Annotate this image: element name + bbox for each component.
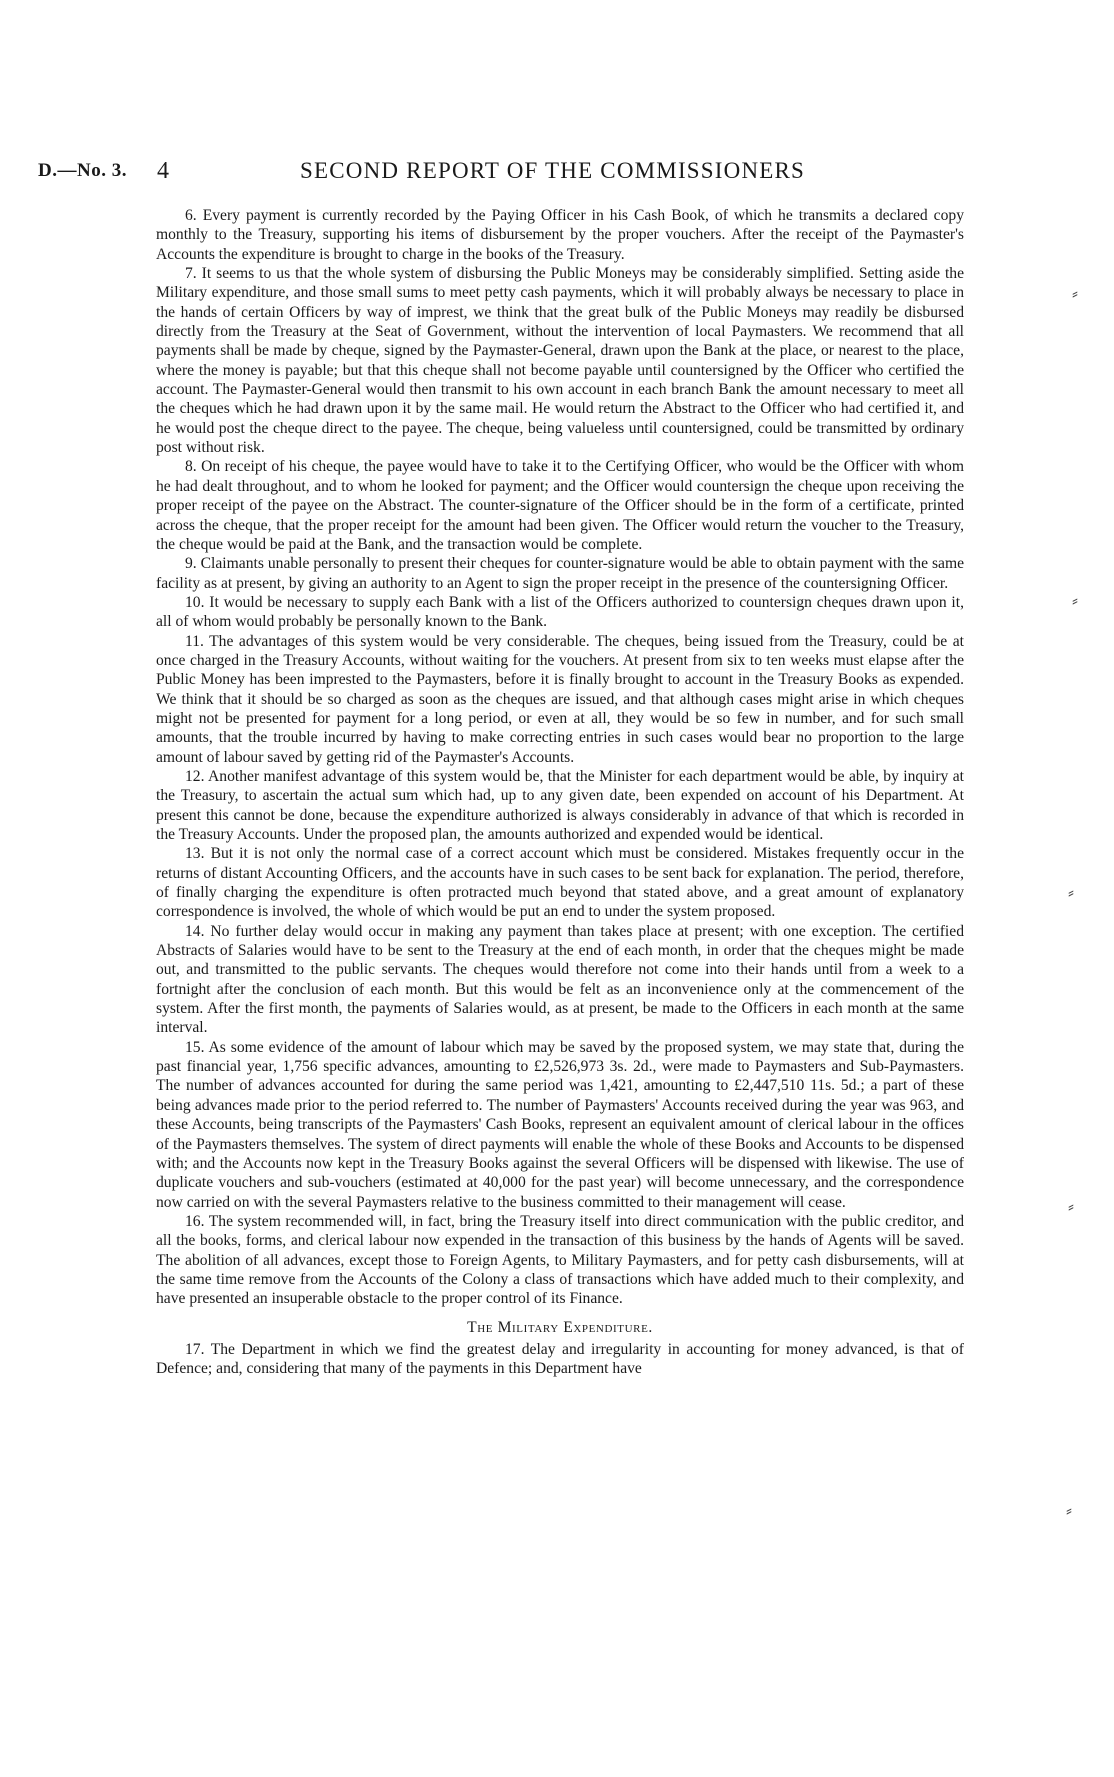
document-reference: D.—No. 3. <box>38 160 127 181</box>
paragraph-14: 14. No further delay would occur in making any payment than takes place at present; with one exception. The certified Abstracts of Salaries would have to be sent to the Treasury at the end of each month, in order that the cheques might be made out, and transmitted to the public servants. The cheques would therefore not come into their hands until from a week to a fortnight after the conclusion of each month. But this would be felt as an inconvenience only at the commencement of the system. After the first month, the payments of Salaries would, as at present, be made to the Officers in each month at the same interval. <box>156 922 964 1037</box>
report-body <box>156 206 964 1379</box>
page-header <box>0 160 1114 190</box>
paragraph-13: 13. But it is not only the normal case of a correct account which must be considered. Mistakes frequently occur in the returns of distant Accounting Officers, and the accounts have in such cases to be sent back for explanation. The period, therefore, of finally charging the expenditure is often protracted much beyond that stated above, and a great amount of explanatory correspondence is involved, the whole of which would be put an end to under the system proposed. <box>156 845 964 921</box>
paragraph-10: 10. It would be necessary to supply each Bank with a list of the Officers authorized to countersign cheques drawn upon it, all of whom would probably be personally known to the Bank. <box>156 593 964 631</box>
margin-mark-icon: ⸗ <box>1068 882 1074 902</box>
margin-mark-icon: ⸗ <box>1072 283 1078 303</box>
paragraph-15: 15. As some evidence of the amount of labour which may be saved by the proposed system, we may state that, during the past financial year, 1,756 specific advances, amounting to £2,526,973 3s. 2d., were made to Paymasters and Sub-Paymasters. The number of advances accounted for during the same period was 1,421, amounting to £2,447,510 11s. 5d.; a part of these being advances made prior to the period referred to. The number of Paymasters' Accounts received during the year was 963, and these Accounts, being transcripts of the Paymasters' Cash Books, represent an equivalent amount of clerical labour in the offices of the Paymasters themselves. The system of direct payments will enable the whole of these Books and Accounts to be dispensed with; and the Accounts now kept in the Treasury Books against the several Officers will be dispensed with likewise. The use of duplicate vouchers and sub-vouchers (estimated at 40,000 for the past year) will become unnecessary, and the correspondence now carried on with the several Paymasters relative to the business committed to their management will cease. <box>156 1038 964 1211</box>
paragraph-7: 7. It seems to us that the whole system of disbursing the Public Moneys may be considerably simplified. Setting aside the Military expenditure, and those small sums to meet petty cash payments, which it will probably always be necessary to place in the hands of certain Officers by way of imprest, we think that the great bulk of the Public Moneys may readily be disbursed directly from the Treasury at the Seat of Government, without the intervention of local Paymasters. We recommend that all payments shall be made by cheque, signed by the Paymaster-General, drawn upon the Bank at the place, or nearest to the place, where the money is payable; but that this cheque shall not become payable until countersigned by the Officer who certified the account. The Paymaster-General would then transmit to his own account in each branch Bank the amount necessary to meet all the cheques which he had drawn upon it by the same mail. He would return the Abstract to the Officer who had certified it, and he would post the cheque direct to the payee. The cheque, being valueless until countersigned, could be transmitted by ordinary post without risk. <box>156 265 964 457</box>
paragraph-16: 16. The system recommended will, in fact, bring the Treasury itself into direct communication with the public creditor, and all the books, forms, and clerical labour now expended in the transaction of this business by the hands of Agents will be saved. The abolition of all advances, except those to Foreign Agents, to Military Paymasters, and for petty cash disbursements, will at the same time remove from the Accounts of the Colony a class of transactions which have added much to their complexity, and have presented an insuperable obstacle to the proper control of its Finance. <box>156 1212 964 1308</box>
paragraph-9: 9. Claimants unable personally to present their cheques for counter-signature would be able to obtain payment with the same facility as at present, by giving an authority to an Agent to sign the proper receipt in the presence of the countersigning Officer. <box>156 555 964 592</box>
paragraph-6: 6. Every payment is currently recorded by the Paying Officer in his Cash Book, of which he transmits a declared copy monthly to the Treasury, supporting his items of disbursement by the proper vouchers. After the receipt of the Paymaster's Accounts the expenditure is brought to charge in the books of the Treasury. <box>156 207 964 263</box>
margin-mark-icon: ⸗ <box>1068 1196 1074 1216</box>
section-heading-military-expenditure: The Military Expenditure. <box>467 1318 653 1336</box>
paragraph-11: 11. The advantages of this system would be very considerable. The cheques, being issued from the Treasury, could be at once charged in the Treasury Accounts, without waiting for the vouchers. At present from six to ten weeks must elapse after the Public Money has been imprested to the Paymasters, before it is finally brought to account in the Treasury Books as expended. We think that it should be so charged as soon as the cheques are issued, and that although cases might arise in which cheques might not be presented for payment for a long period, or even at all, they would be so few in number, and for such small amounts, that the trouble incurred by having to make correcting entries in such cases would bear no proportion to the large amount of labour saved by getting rid of the Paymaster's Accounts. <box>156 632 964 766</box>
margin-mark-icon: ⸗ <box>1072 590 1078 610</box>
paragraph-12: 12. Another manifest advantage of this system would be, that the Minister for each department would be able, by inquiry at the Treasury, to ascertain the actual sum which had, up to any given date, been expended on account of his Department. At present this cannot be done, because the expenditure authorized is always considerably in advance of that which is recorded in the Treasury Accounts. Under the proposed plan, the amounts authorized and expended would be identical. <box>156 767 964 843</box>
paragraph-17: 17. The Department in which we find the greatest delay and irregularity in accounting for money advanced, is that of Defence; and, considering that many of the payments in this Department have <box>156 1340 964 1378</box>
paragraph-8: 8. On receipt of his cheque, the payee would have to take it to the Certifying Officer, who would be the Officer with whom he had dealt throughout, and to whom he looked for payment; and the Officer would countersign the cheque upon receiving the proper receipt of the payee on the Abstract. The counter-signature of the Officer should be in the form of a certificate, printed across the cheque, that the proper receipt for the amount had been given. The Officer would return the voucher to the Treasury, the cheque would be paid at the Bank, and the transaction would be complete. <box>156 458 964 553</box>
running-title: SECOND REPORT OF THE COMMISSIONERS <box>300 158 806 183</box>
margin-mark-icon: ⸗ <box>1066 1500 1072 1520</box>
page-number: 4 <box>157 158 169 184</box>
